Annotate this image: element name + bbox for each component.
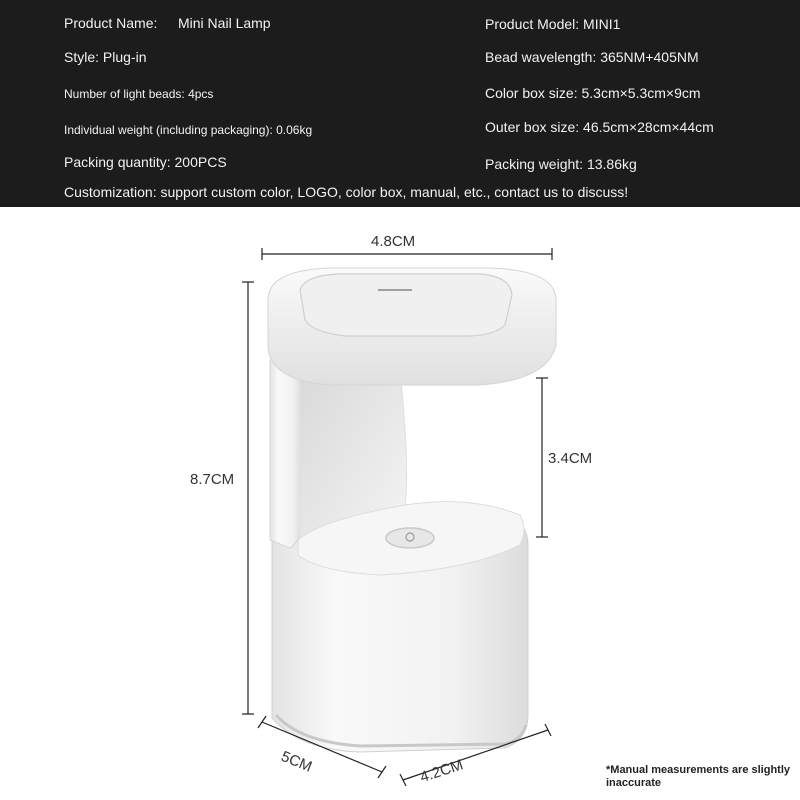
product-name-label: Product Name: xyxy=(64,15,158,31)
individual-weight: Individual weight (including packaging): 0.06kg xyxy=(64,123,313,137)
dim-label-height: 8.7CM xyxy=(190,471,235,488)
dim-label-top-width: 4.8CM xyxy=(371,233,416,250)
lamp-pillar xyxy=(270,360,302,548)
product-model: Product Model: MINI1 xyxy=(485,16,621,32)
dim-label-base-width: 4.2CM xyxy=(418,756,466,787)
product-name-value: Mini Nail Lamp xyxy=(178,15,271,31)
packing-weight: Packing weight: 13.86kg xyxy=(485,156,637,172)
dim-label-gap: 3.4CM xyxy=(548,450,593,467)
customization: Customization: support custom color, LOGO, color box, manual, etc., contact us to discuss! xyxy=(64,184,629,200)
style: Style: Plug-in xyxy=(64,49,147,65)
lamp-cap-top xyxy=(300,274,512,336)
bead-wavelength: Bead wavelength: 365NM+405NM xyxy=(485,49,699,65)
color-box-size: Color box size: 5.3cm×5.3cm×9cm xyxy=(485,85,701,101)
power-button xyxy=(386,528,434,548)
measurement-note: *Manual measurements are slightly inaccurate xyxy=(606,764,791,789)
dim-label-depth: 5CM xyxy=(278,748,315,776)
packing-quantity: Packing quantity: 200PCS xyxy=(64,154,227,170)
light-beads: Number of light beads: 4pcs xyxy=(64,87,214,101)
outer-box-size: Outer box size: 46.5cm×28cm×44cm xyxy=(485,119,714,135)
